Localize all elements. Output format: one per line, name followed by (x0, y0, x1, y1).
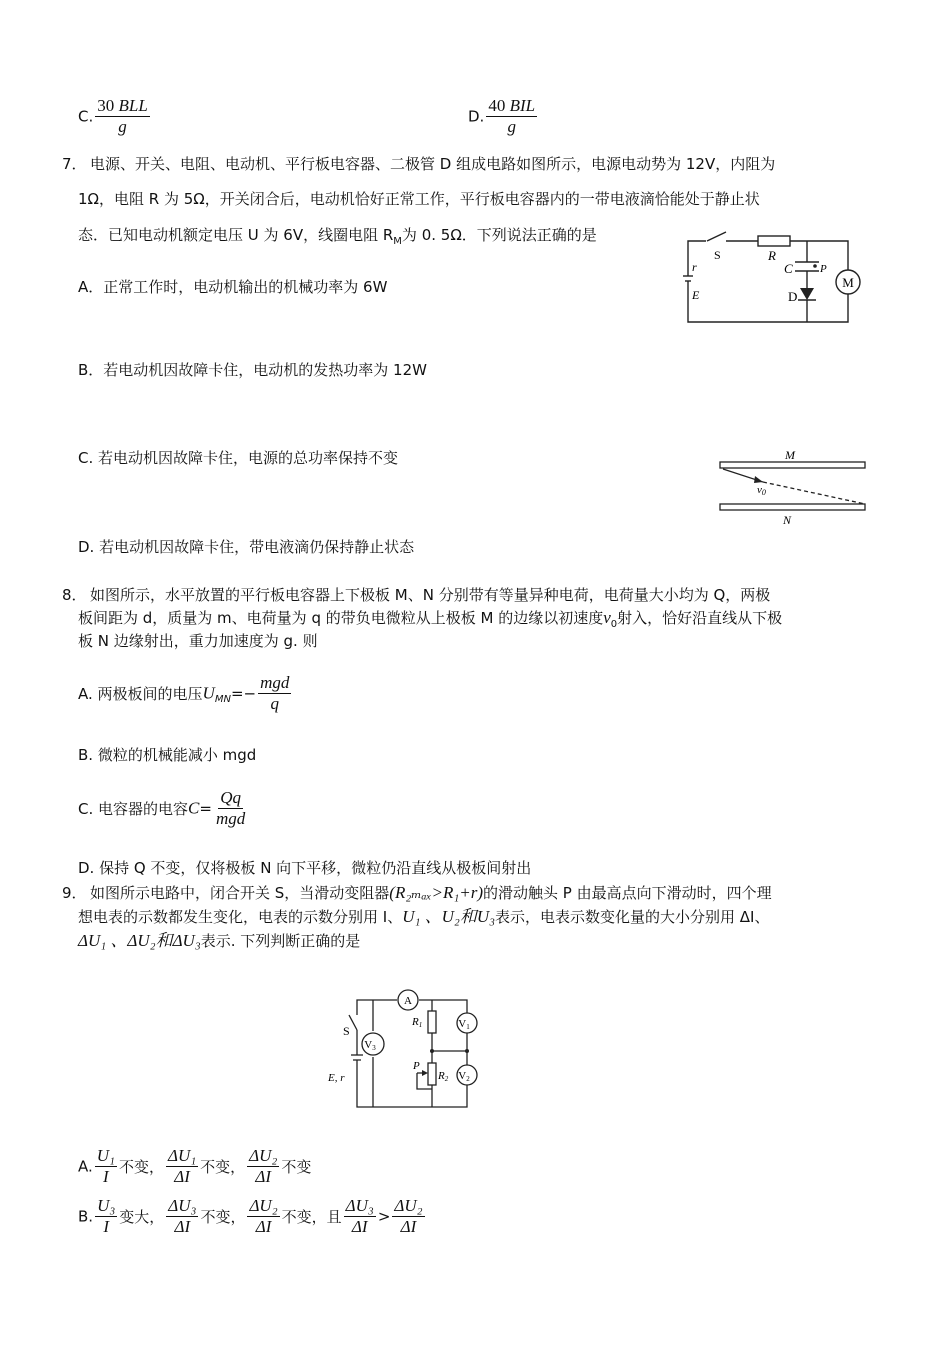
q9-a-frac3: $\frac{\text{ΔU₂}}{\Delta I}$ (249, 1146, 278, 1186)
q9-b-frac3: $\frac{\text{ΔU₂}}{\Delta I}$ (249, 1196, 278, 1236)
q9-voltmeter-v3-label: V3 (364, 1039, 376, 1052)
q7-internal-resistance-label: r (692, 260, 697, 274)
q9-b-frac1: $\frac{\text{U₃}}{I}$ (97, 1196, 116, 1236)
q8-option-a-fraction: $\frac{\text{mgd}}{q}$ (260, 673, 290, 713)
q8-option-c: C. 电容器的电容C= $\frac{Qq}{\text{mgd}}$ (78, 788, 246, 828)
q7-droplet-label: P (820, 263, 827, 275)
q9-b-frac2: $\frac{\text{ΔU₃}}{\Delta I}$ (168, 1196, 197, 1236)
q7-switch-label: S (714, 248, 721, 262)
q9-a-frac1: $\frac{\text{U₁}}{I}$ (96, 1146, 115, 1186)
q7-option-b: B．若电动机因故障卡住，电动机的发热功率为 12W (78, 361, 427, 379)
q9-voltmeter-v2-label: V2 (458, 1070, 470, 1083)
q7-stem-line2: 1Ω，电阻 R 为 5Ω，开关闭合后，电动机恰好正常工作，平行板电容器内的一带电液滴恰能处于静止状 (78, 190, 760, 208)
q9-slider-label: P (413, 1060, 420, 1072)
q9-source-label: E, r (328, 1072, 345, 1084)
q7-option-c: C. 若电动机因故障卡住，电源的总功率保持不变 (78, 449, 399, 467)
q8-plates-diagram (715, 446, 870, 528)
q9-number: 9． (62, 884, 87, 902)
q9-option-a: A. $\frac{\text{U₁}}{I}$ 不变， $\frac{\text{ΔU₁}}{\Delta I}$ 不变， $\frac{\text{ΔU₂}}{\Delta I}$ 不变 (78, 1146, 312, 1186)
q8-stem-line2: 板间距为 d，质量为 m、电荷量为 q 的带负电微粒从上极板 M 的边缘以初速度$v_0$射入，恰好沿直线从下极 (78, 608, 783, 630)
q8-option-b: B. 微粒的机械能减小 mgd (78, 746, 257, 764)
q9-stem-line2: 想电表的示数都发生变化，电表的示数分别用 I、U₁ 、U₂和U₃表示，电表示数变化量的大小分别用 ΔI、 (78, 907, 770, 926)
q8-plate-n-label: N (783, 513, 792, 527)
q6-option-c-fraction: $\frac{\text{30 BLL}}{g}$ (97, 96, 148, 136)
q8-plate-m-label: M (785, 448, 795, 462)
q9-r2-label: R2 (438, 1070, 449, 1083)
q8-stem-line3: 板 N 边缘射出，重力加速度为 g. 则 (78, 632, 318, 650)
q7-stem-line3: 态．已知电动机额定电压 U 为 6V，线圈电阻 $R_M$为 0. 5Ω．下列说法正确的是 (78, 226, 597, 247)
q9-b-frac4: $\frac{\text{ΔU₃}}{\Delta I}$ (345, 1196, 374, 1236)
q7-motor-label: M (842, 275, 854, 290)
q7-stem-line1: 电源、开关、电阻、电动机、平行板电容器、二极管 D 组成电路如图所示，电源电动势为 12V，内阻为 (90, 155, 776, 173)
q7-number: 7． (62, 155, 87, 173)
q7-circuit-diagram (680, 228, 870, 328)
q9-stem-line1: 如图所示电路中，闭合开关 S，当滑动变阻器(R₂ₘₐₓ>R₁+r)的滑动触头 P 由最高点向下滑动时，四个理 (90, 883, 772, 902)
q6-option-c: C. $\frac{\text{30 BLL}}{g}$ (78, 96, 148, 136)
q7-emf-label: E (692, 288, 700, 302)
q9-r1-label: R1 (412, 1016, 423, 1029)
q7-option-a: A．正常工作时，电动机输出的机械功率为 6W (78, 278, 388, 296)
q9-option-b: B. $\frac{\text{U₃}}{I}$ 变大， $\frac{\text{ΔU₃}}{\Delta I}$ 不变， $\frac{\text{ΔU₂}}{\Delta I}$ 不变，且 $\frac{\text{ΔU₃}}{\Delta I}$ > $\frac{\text{ΔU₂}}{\Delta I}$ (78, 1196, 423, 1236)
q8-number: 8． (62, 586, 87, 604)
q9-a-frac2: $\frac{\text{ΔU₁}}{\Delta I}$ (167, 1146, 197, 1186)
q7-capacitor-label: C (784, 261, 793, 276)
q9-voltmeter-v1-label: V1 (458, 1018, 470, 1031)
q7-option-d: D. 若电动机因故障卡住，带电液滴仍保持静止状态 (78, 538, 415, 556)
q9-stem-line3: ΔU₁ 、ΔU₂和ΔU₃表示. 下列判断正确的是 (78, 931, 361, 950)
q9-ammeter-label: A (404, 995, 412, 1007)
q9-switch-label: S (343, 1024, 350, 1038)
q7-resistor-label: R (768, 248, 776, 263)
q7-diode-label: D (788, 289, 798, 304)
q8-option-a: A. 两极板间的电压$U_{MN}=-$ $\frac{\text{mgd}}{q}$ (78, 673, 290, 713)
q6-option-d: D. $\frac{\text{40 BIL}}{g}$ (468, 96, 536, 136)
q8-velocity-label: v0 (757, 484, 766, 497)
q9-circuit-diagram (325, 985, 495, 1113)
q8-option-d: D. 保持 Q 不变，仅将极板 N 向下平移，微粒仍沿直线从极板间射出 (78, 859, 532, 877)
q8-stem-line1: 如图所示，水平放置的平行板电容器上下极板 M、N 分别带有等量异种电荷，电荷量大小均为 Q，两极 (90, 586, 771, 604)
q6-option-d-fraction: $\frac{\text{40 BIL}}{g}$ (488, 96, 536, 136)
q9-b-frac5: $\frac{\text{ΔU₂}}{\Delta I}$ (394, 1196, 423, 1236)
q8-option-c-fraction: $\frac{Qq}{\text{mgd}}$ (215, 788, 246, 828)
